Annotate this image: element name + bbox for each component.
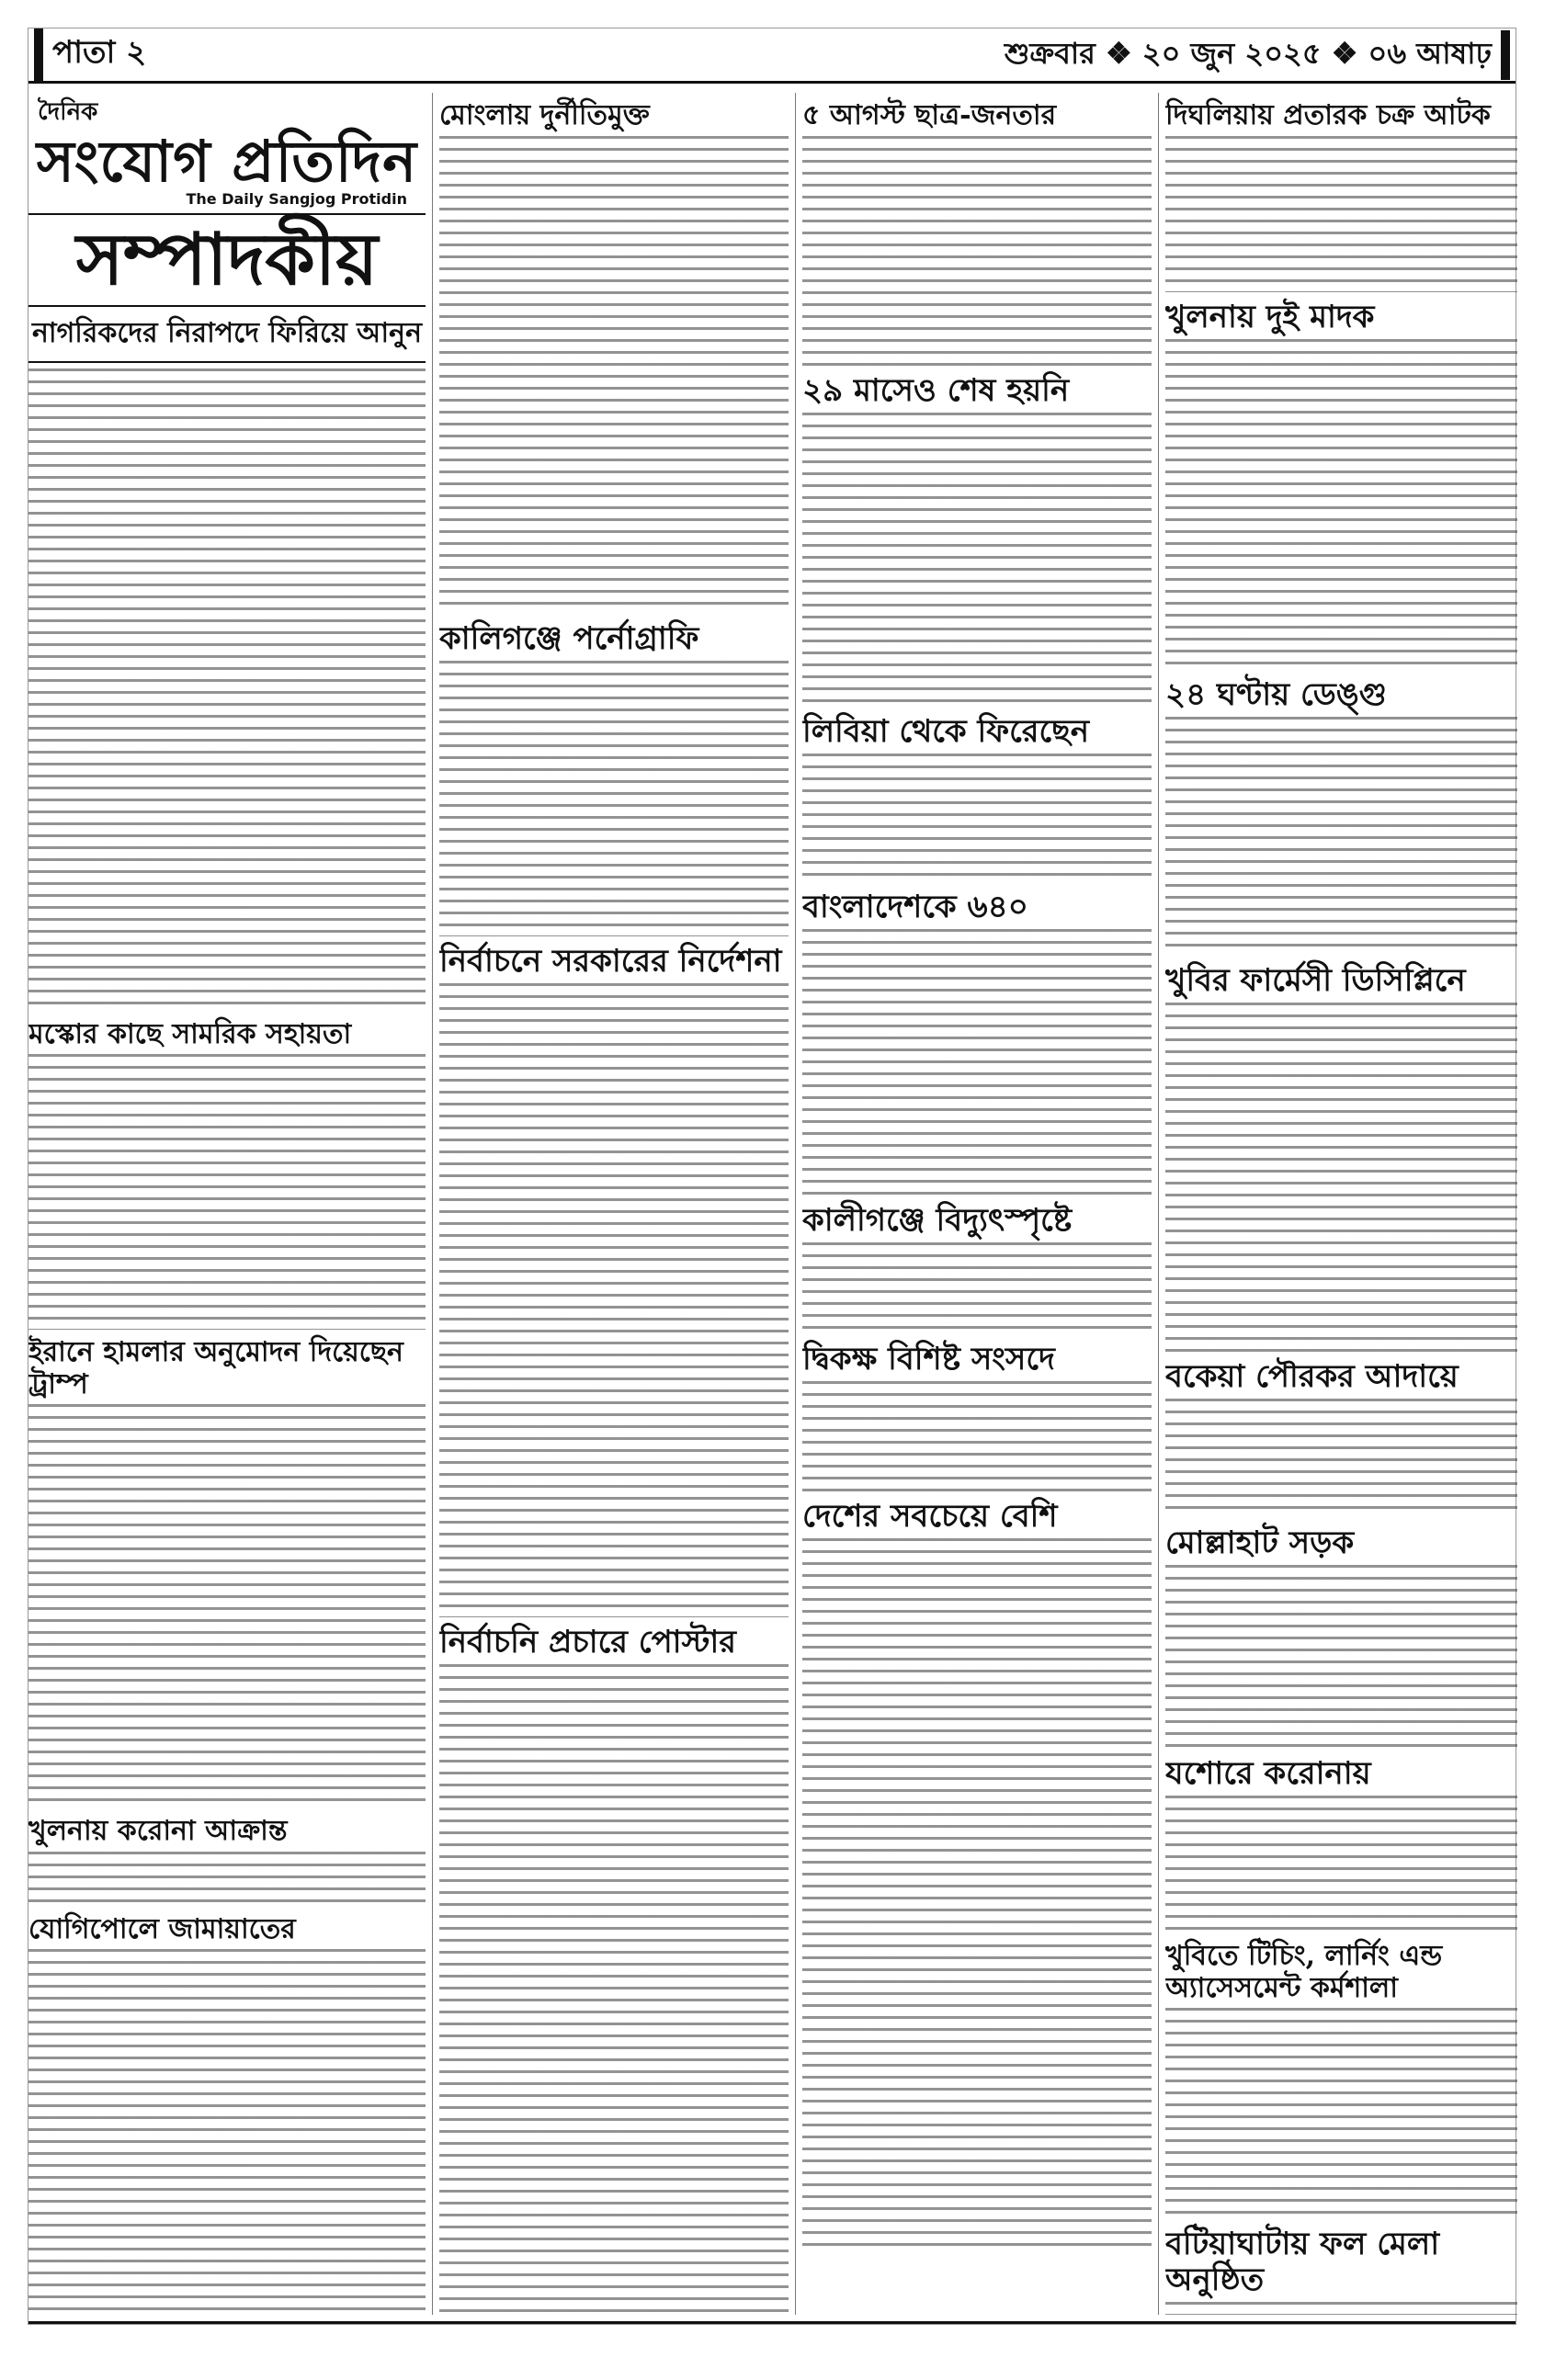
article-text <box>1165 136 1517 292</box>
column-2 <box>439 93 789 2315</box>
column-divider <box>795 93 796 2315</box>
article-text <box>1165 1003 1517 1352</box>
headline: যশোরে করোনায় <box>1165 1754 1371 1792</box>
article-text <box>28 1404 426 1808</box>
masthead-english: The Daily Sangjog Protidin <box>186 190 407 208</box>
headline: বটিয়াঘাটায় ফল মেলা অনুষ্ঠিত <box>1165 2226 1440 2299</box>
column-4 <box>1165 93 1517 2315</box>
headline: দ্বিকক্ষ বিশিষ্ট সংসদে <box>802 1340 1055 1377</box>
article-text <box>802 1242 1152 1334</box>
masthead <box>28 93 426 215</box>
article-text <box>802 413 1152 707</box>
masthead-name: সংযোগ প্রতিদিন <box>36 128 418 195</box>
masthead-daily: দৈনিক <box>38 98 98 126</box>
headline: ২৯ মাসেও শেষ হয়নি <box>802 371 1070 409</box>
article-text <box>1165 717 1517 956</box>
headline: ২৪ ঘণ্টায় ডেঙ্গু <box>1165 675 1387 713</box>
headline: খুলনায় দুই মাদক <box>1165 298 1375 335</box>
column-3 <box>802 93 1152 2315</box>
article-text <box>1165 2008 1517 2219</box>
date-line: শুক্রবার ❖ ২০ জুন ২০২৫ ❖ ০৬ আষাঢ় <box>1005 30 1510 80</box>
article-text <box>802 1381 1152 1491</box>
headline: লিবিয়া থেকে ফিরেছেন <box>802 712 1090 750</box>
article-text <box>439 1664 789 2315</box>
headline: মোংলায় দুর্নীতিমুক্ত <box>439 99 650 131</box>
headline: দিঘলিয়ায় প্রতারক চক্র আটক <box>1165 99 1491 131</box>
headline: যোগিপোলে জামায়াতের <box>28 1912 296 1945</box>
page-header <box>28 28 1516 84</box>
page-number: পাতা ২ <box>34 28 146 81</box>
headline: মোল্লাহাট সড়ক <box>1165 1524 1355 1561</box>
footer-rule <box>28 2321 1516 2324</box>
headline: নাগরিকদের নিরাপদে ফিরিয়ে আনুন <box>28 305 426 363</box>
column-divider <box>1158 93 1159 2315</box>
headline: ইরানে হামলার অনুমোদন দিয়েছেন ট্রাম্প <box>28 1336 403 1400</box>
headline: বকেয়া পৌরকর আদায়ে <box>1165 1357 1459 1395</box>
article-text <box>439 136 789 614</box>
newspaper-page <box>28 28 1516 2325</box>
headline: খুবিতে টিচিং, লার্নিং এন্ড অ্যাসেসমেন্ট কর্মশালা <box>1165 1940 1443 2004</box>
article-text <box>439 983 789 1617</box>
headline: খুলনায় করোনা আক্রান্ত <box>28 1815 288 1848</box>
article-text <box>1165 2302 1517 2315</box>
article-text <box>1165 1399 1517 1518</box>
headline: কালিগঞ্জে পর্নোগ্রাফি <box>439 619 699 657</box>
headline: মস্কোর কাছে সামরিক সহায়তা <box>28 1017 352 1050</box>
article-text <box>439 661 789 936</box>
column-divider <box>432 93 433 2315</box>
article-text <box>802 1538 1152 2246</box>
column-1 <box>28 93 426 2315</box>
headline: কালীগঞ্জে বিদ্যুৎস্পৃষ্টে <box>802 1201 1073 1239</box>
article-text <box>1165 1796 1517 1933</box>
article-text <box>28 1949 426 2315</box>
article-text <box>28 368 426 1012</box>
article-text <box>28 1054 426 1330</box>
editorial-title: সম্পাদকীয় <box>75 218 379 301</box>
article-text <box>28 1852 426 1907</box>
article-text <box>1165 1565 1517 1749</box>
headline: খুবির ফার্মেসী ডিসিপ্লিনে <box>1165 961 1466 999</box>
headline: নির্বাচনি প্রচারে পোস্টার <box>439 1623 736 1660</box>
headline: নির্বাচনে সরকারের নির্দেশনা <box>439 942 782 980</box>
article-text <box>802 929 1152 1196</box>
headline: দেশের সবচেয়ে বেশি <box>802 1497 1058 1535</box>
article-text <box>802 136 1152 366</box>
headline: বাংলাদেশকে ৬৪০ <box>802 888 1028 925</box>
headline: ৫ আগস্ট ছাত্র-জনতার <box>802 99 1057 131</box>
article-text <box>1165 339 1517 670</box>
article-text <box>802 754 1152 882</box>
